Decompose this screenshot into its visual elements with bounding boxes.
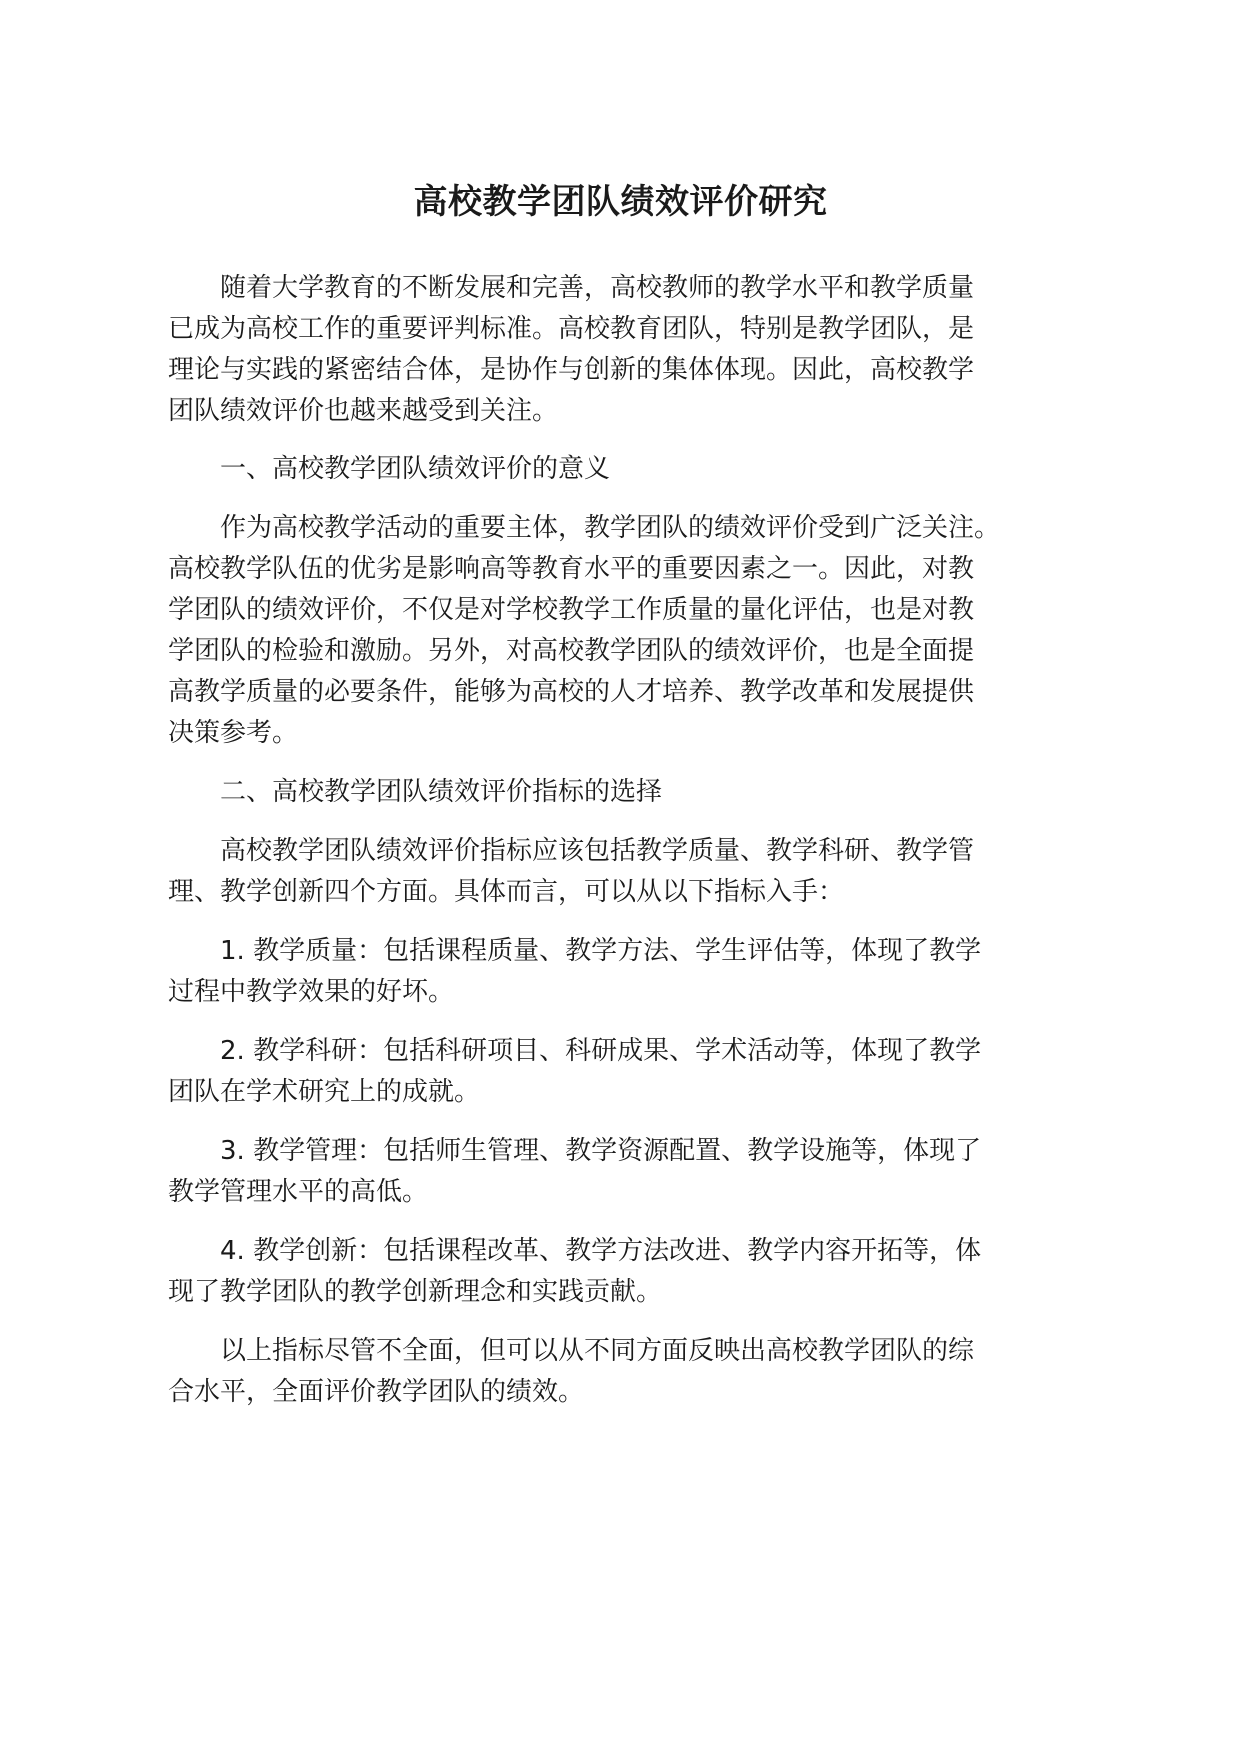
paragraph-line: 4. 教学创新：包括课程改革、教学方法改进、教学内容开拓等，体: [220, 1236, 982, 1266]
paragraph-line: 决策参考。: [168, 718, 299, 748]
paragraph-line: 已成为高校工作的重要评判标准。高校教育团队，特别是教学团队，是: [168, 314, 975, 344]
paragraph-line: 作为高校教学活动的重要主体，教学团队的绩效评价受到广泛关注。: [220, 513, 1001, 543]
paragraph-line: 以上指标尽管不全面，但可以从不同方面反映出高校教学团队的综: [220, 1336, 975, 1366]
paragraph-line: 高校教学团队绩效评价指标应该包括教学质量、教学科研、教学管: [220, 836, 975, 866]
section-heading-line: 一、高校教学团队绩效评价的意义: [220, 454, 611, 484]
paragraph-line: 随着大学教育的不断发展和完善，高校教师的教学水平和教学质量: [220, 273, 975, 303]
paragraph-line: 3. 教学管理：包括师生管理、教学资源配置、教学设施等，体现了: [220, 1136, 982, 1166]
paragraph-line: 理、教学创新四个方面。具体而言，可以从以下指标入手：: [168, 877, 845, 907]
paragraph-line: 学团队的绩效评价，不仅是对学校教学工作质量的量化评估，也是对教: [168, 595, 975, 625]
paragraph-line: 学团队的检验和激励。另外，对高校教学团队的绩效评价，也是全面提: [168, 636, 975, 666]
paragraph-line: 2. 教学科研：包括科研项目、科研成果、学术活动等，体现了教学: [220, 1036, 982, 1066]
section-heading-line: 二、高校教学团队绩效评价指标的选择: [220, 777, 663, 807]
paragraph-line: 现了教学团队的教学创新理念和实践贡献。: [168, 1277, 663, 1307]
paragraph-line: 合水平，全面评价教学团队的绩效。: [168, 1377, 585, 1407]
paragraph-line: 理论与实践的紧密结合体，是协作与创新的集体体现。因此，高校教学: [168, 355, 975, 385]
paragraph-line: 1. 教学质量：包括课程质量、教学方法、学生评估等，体现了教学: [220, 936, 982, 966]
paragraph-line: 团队绩效评价也越来越受到关注。: [168, 396, 559, 426]
document-title: 高校教学团队绩效评价研究: [413, 182, 828, 222]
paragraph-line: 高教学质量的必要条件，能够为高校的人才培养、教学改革和发展提供: [168, 677, 975, 707]
paragraph-line: 教学管理水平的高低。: [168, 1177, 429, 1207]
paragraph-line: 团队在学术研究上的成就。: [168, 1077, 481, 1107]
paragraph-line: 高校教学队伍的优劣是影响高等教育水平的重要因素之一。因此，对教: [168, 554, 975, 584]
paragraph-line: 过程中教学效果的好坏。: [168, 977, 455, 1007]
